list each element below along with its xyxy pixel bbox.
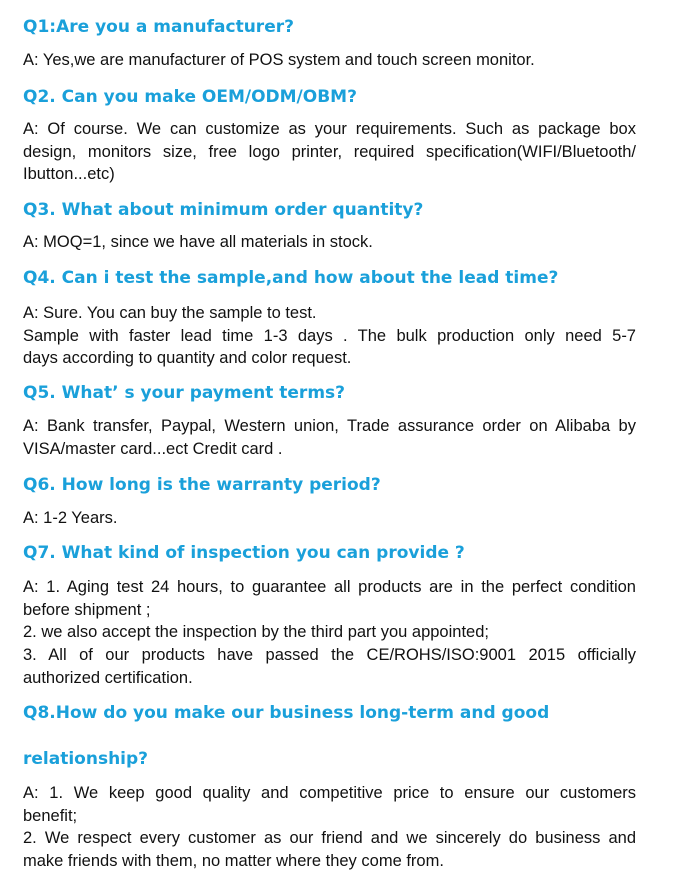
answer-line: A: Yes,we are manufacturer of POS system and touch screen monitor. — [23, 51, 535, 69]
answer-line: Ibutton...etc) — [23, 165, 115, 184]
answer-line: design, monitors size, free logo printer, required specification(WIFI/Bluetooth/ — [23, 142, 636, 161]
answer-line: A: Sure. You can buy the sample to test. — [23, 304, 317, 322]
answer-line: 3. All of our products have passed the CE/ROHS/ISO:9001 2015 officially — [23, 646, 636, 665]
faq-answer-7 — [23, 576, 636, 690]
faq-question-2: Q2. Can you make OEM/ODM/OBM? — [23, 87, 357, 107]
faq-question-6: Q6. How long is the warranty period? — [23, 475, 381, 495]
faq-answer-5 — [23, 415, 636, 460]
faq-answer-1 — [23, 49, 636, 72]
faq-answer-6 — [23, 507, 636, 530]
answer-line: A: Of course. We can customize as your requirements. Such as package box — [23, 120, 636, 138]
answer-line: A: Bank transfer, Paypal, Western union, Trade assurance order on Alibaba by — [23, 417, 636, 435]
answer-line: Sample with faster lead time 1-3 days . The bulk production only need 5-7 — [23, 326, 636, 345]
answer-line: A: 1. We keep good quality and competitive price to ensure our customers — [23, 784, 636, 802]
faq-question-5: Q5. What’ s your payment terms? — [23, 383, 346, 403]
faq-question-4: Q4. Can i test the sample,and how about the lead time? — [23, 268, 559, 288]
faq-answer-2 — [23, 118, 636, 186]
faq-answer-8 — [23, 782, 636, 873]
answer-line: A: 1. Aging test 24 hours, to guarantee all products are in the perfect condition — [23, 578, 636, 596]
answer-line: make friends with them, no matter where they come from. — [23, 852, 444, 871]
answer-line: A: 1-2 Years. — [23, 509, 118, 527]
answer-line: 2. we also accept the inspection by the third part you appointed; — [23, 623, 489, 642]
faq-question-7: Q7. What kind of inspection you can provide ? — [23, 543, 465, 563]
faq-question-1: Q1:Are you a manufacturer? — [23, 17, 294, 37]
faq-question-8: Q8.How do you make our business long-term and good — [23, 703, 550, 723]
answer-line: before shipment ; — [23, 600, 151, 619]
answer-line: VISA/master card...ect Credit card . — [23, 439, 283, 458]
answer-line: benefit; — [23, 806, 78, 825]
answer-line: authorized certification. — [23, 668, 193, 687]
answer-line: days according to quantity and color request. — [23, 349, 352, 368]
faq-answer-3 — [23, 231, 636, 254]
answer-line: A: MOQ=1, since we have all materials in stock. — [23, 233, 373, 251]
faq-question-3: Q3. What about minimum order quantity? — [23, 200, 424, 220]
answer-line: 2. We respect every customer as our friend and we sincerely do business and — [23, 829, 636, 848]
faq-answer-4 — [23, 302, 636, 370]
faq-question-8-continued: relationship? — [23, 749, 149, 769]
